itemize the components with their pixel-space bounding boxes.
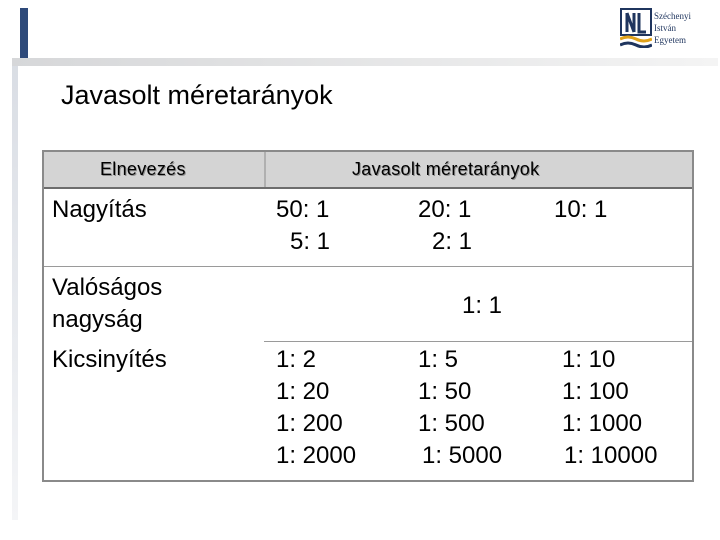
table-cell: 1: 20 — [276, 378, 330, 405]
header-name: Elnevezés — [100, 159, 186, 179]
table-cell: 1: 10000 — [564, 442, 658, 469]
row-enlargement-col3 — [554, 194, 607, 226]
logo-line-2: István — [654, 23, 676, 33]
row-reduction-col3 — [562, 344, 657, 472]
frame-accent-bar — [20, 8, 28, 60]
table-cell: 2: 1 — [432, 228, 473, 255]
table-cell: 10: 1 — [554, 196, 608, 223]
frame-side-fade — [12, 60, 18, 520]
table-cell: nagyság — [52, 306, 143, 333]
table-cell: 1: 2000 — [276, 442, 357, 469]
row-enlargement-col1 — [276, 194, 330, 258]
row-enlargement-name: Nagyítás — [52, 196, 147, 223]
row-reduction-name: Kicsinyítés — [52, 346, 167, 373]
table-cell: 1: 50 — [418, 378, 472, 405]
table-cell: 1: 5000 — [422, 442, 503, 469]
table-cell: 1: 200 — [276, 410, 343, 437]
row-enlargement-col2 — [418, 194, 472, 258]
table-cell: 1: 5 — [418, 346, 459, 373]
table-header — [44, 152, 692, 189]
frame-top-rule — [12, 58, 718, 66]
header-scales: Javasolt méretarányok — [352, 159, 540, 179]
header-divider — [264, 152, 266, 187]
row-divider — [44, 266, 692, 267]
row-fullsize-name — [52, 272, 162, 336]
table-cell: 1: 100 — [562, 378, 629, 405]
logo-line-3: Egyetem — [654, 35, 686, 45]
row-reduction-col2 — [418, 344, 502, 472]
slide-title: Javasolt méretarányok — [61, 80, 333, 110]
table-cell: 5: 1 — [290, 228, 331, 255]
table-cell: 1: 10 — [562, 346, 616, 373]
scale-table — [42, 150, 694, 482]
table-cell: 50: 1 — [276, 196, 330, 223]
table-cell: 1: 2 — [276, 346, 317, 373]
row-reduction-col1 — [276, 344, 356, 472]
row-divider — [264, 341, 692, 342]
row-fullsize-scale: 1: 1 — [462, 292, 503, 319]
table-cell: 20: 1 — [418, 196, 472, 223]
table-cell: Valóságos — [52, 274, 163, 301]
table-cell: 1: 500 — [418, 410, 485, 437]
university-logo — [620, 8, 716, 52]
table-cell: 1: 1000 — [562, 410, 643, 437]
logo-line-1: Széchenyi — [654, 11, 691, 21]
logo-emblem-icon — [620, 8, 652, 48]
